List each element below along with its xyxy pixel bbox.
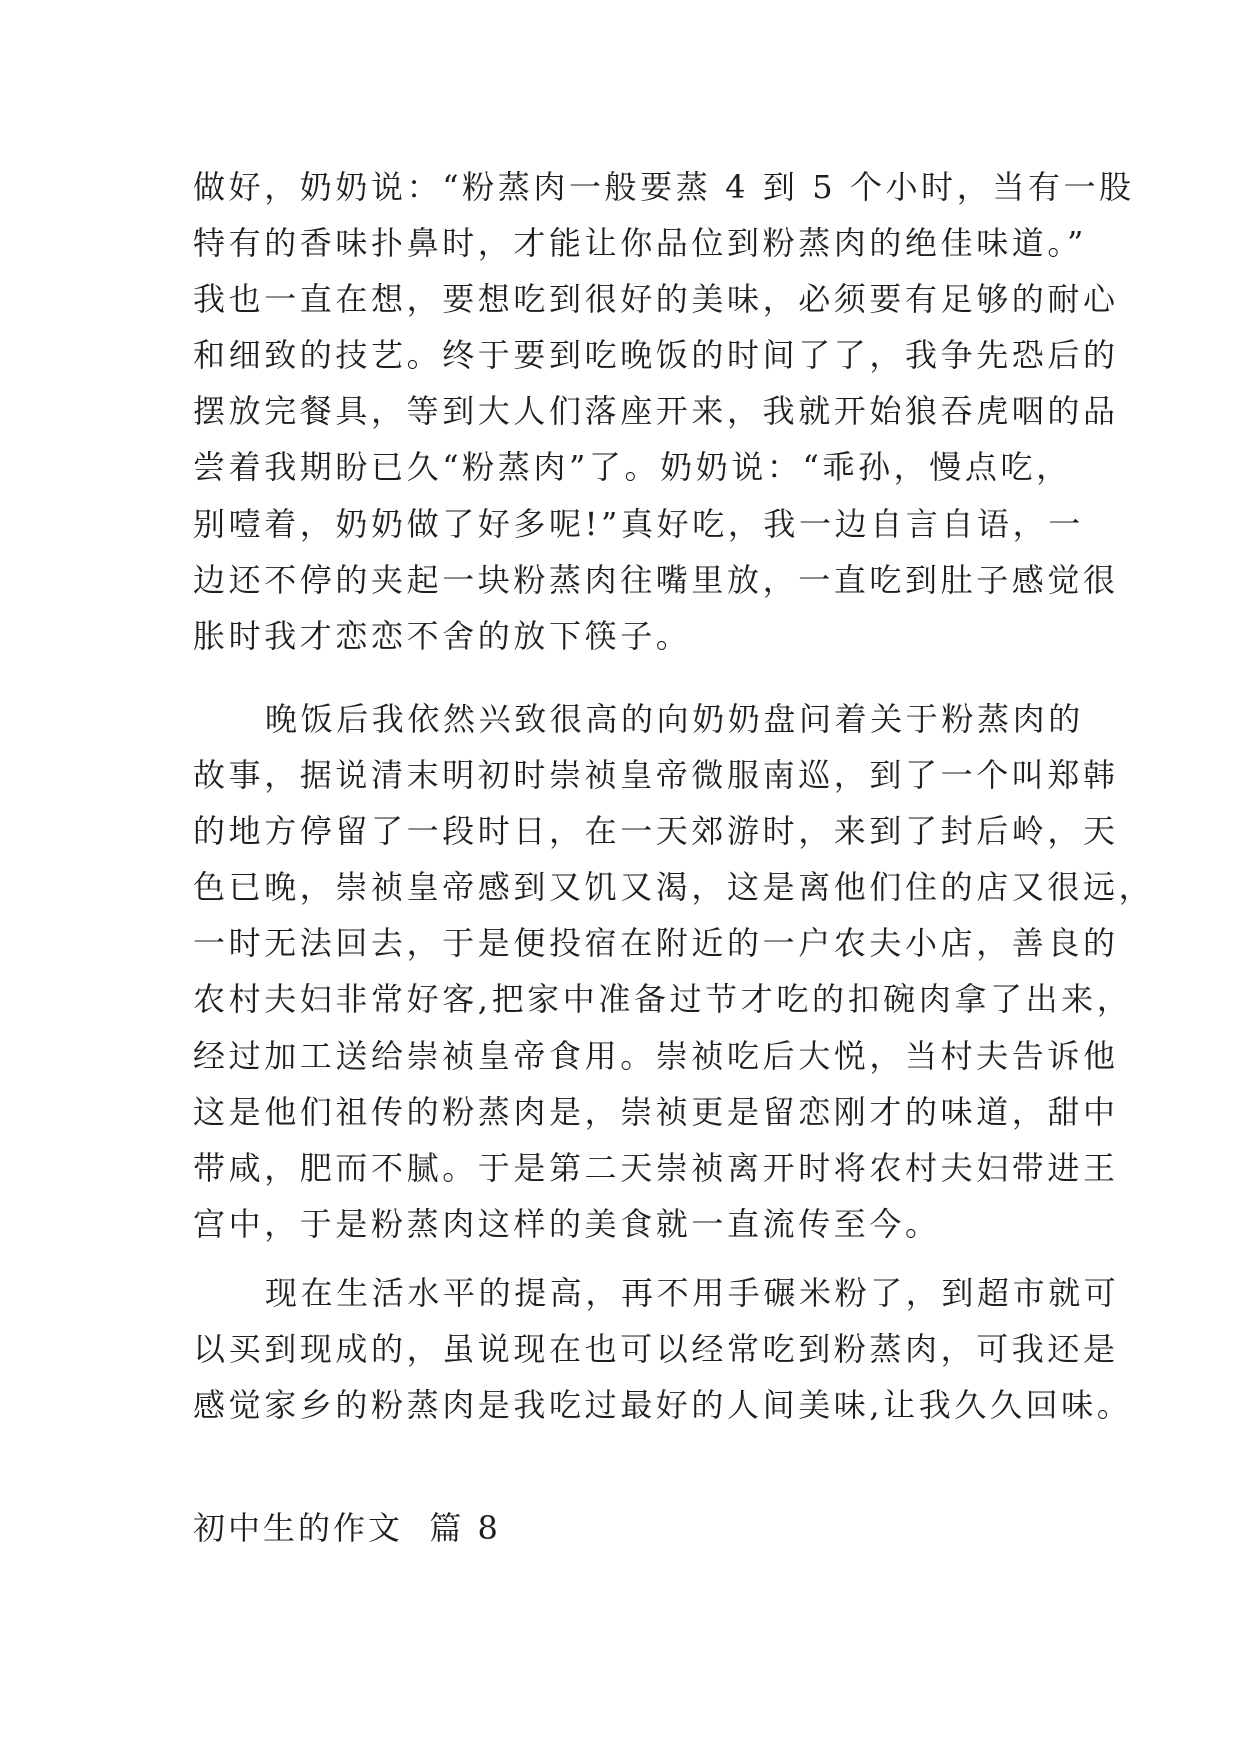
paragraph-line: 摆放完餐具，等到大人们落座开来，我就开始狼吞虎咽的品	[193, 392, 1119, 431]
paragraph-line: 现在生活水平的提高，再不用手碾米粉了，到超市就可	[265, 1274, 1120, 1312]
paragraph-line: 晚饭后我依然兴致很高的向奶奶盘问着关于粉蒸肉的	[265, 700, 1084, 738]
paragraph-line: 故事，据说清末明初时崇祯皇帝微服南巡，到了一个叫郑韩	[193, 756, 1119, 795]
paragraph-line: 以买到现成的，虽说现在也可以经常吃到粉蒸肉，可我还是	[193, 1330, 1119, 1369]
paragraph-line: 经过加工送给崇祯皇帝食用。崇祯吃后大悦，当村夫告诉他	[193, 1036, 1119, 1075]
paragraph-line: 特有的香味扑鼻时，才能让你品位到粉蒸肉的绝佳味道。”	[193, 224, 1087, 263]
paragraph-line: 宫中，于是粉蒸肉这样的美食就一直流传至今。	[193, 1204, 941, 1243]
paragraph-2	[193, 691, 1155, 1252]
paragraph-line: 这是他们祖传的粉蒸肉是，崇祯更是留恋刚才的味道，甜中	[193, 1092, 1119, 1131]
paragraph-line: 尝着我期盼已久“粉蒸肉”了。奶奶说：“乖孙，慢点吃，	[193, 448, 1072, 487]
paragraph-line: 一时无法回去，于是便投宿在附近的一户农夫小店，善良的	[193, 924, 1119, 963]
paragraph-line: 农村夫妇非常好客,把家中准备过节才吃的扣碗肉拿了出来，	[193, 980, 1133, 1019]
section-heading: 初中生的作文 篇 8	[193, 1509, 501, 1547]
paragraph-line: 的地方停留了一段时日，在一天郊游时，来到了封后岭，天	[193, 812, 1119, 851]
paragraph-line: 带咸，肥而不腻。于是第二天崇祯离开时将农村夫妇带进王	[193, 1148, 1119, 1187]
paragraph-line: 感觉家乡的粉蒸肉是我吃过最好的人间美味,让我久久回味。	[193, 1386, 1133, 1425]
paragraph-line: 做好，奶奶说：“粉蒸肉一般要蒸 4 到 5 个小时，当有一股	[193, 168, 1135, 206]
paragraph-line: 色已晚，崇祯皇帝感到又饥又渴，这是离他们住的店又很远，	[193, 868, 1155, 907]
paragraph-1	[193, 159, 1135, 664]
paragraph-3	[193, 1265, 1133, 1433]
paragraph-line: 边还不停的夹起一块粉蒸肉往嘴里放，一直吃到肚子感觉很	[193, 560, 1119, 599]
paragraph-line: 别噎着，奶奶做了好多呢!”真好吃，我一边自言自语，一	[193, 504, 1084, 543]
paragraph-line: 和细致的技艺。终于要到吃晚饭的时间了了，我争先恐后的	[193, 336, 1119, 375]
paragraph-line: 胀时我才恋恋不舍的放下筷子。	[193, 616, 692, 655]
paragraph-line: 我也一直在想，要想吃到很好的美味，必须要有足够的耐心	[193, 280, 1119, 319]
